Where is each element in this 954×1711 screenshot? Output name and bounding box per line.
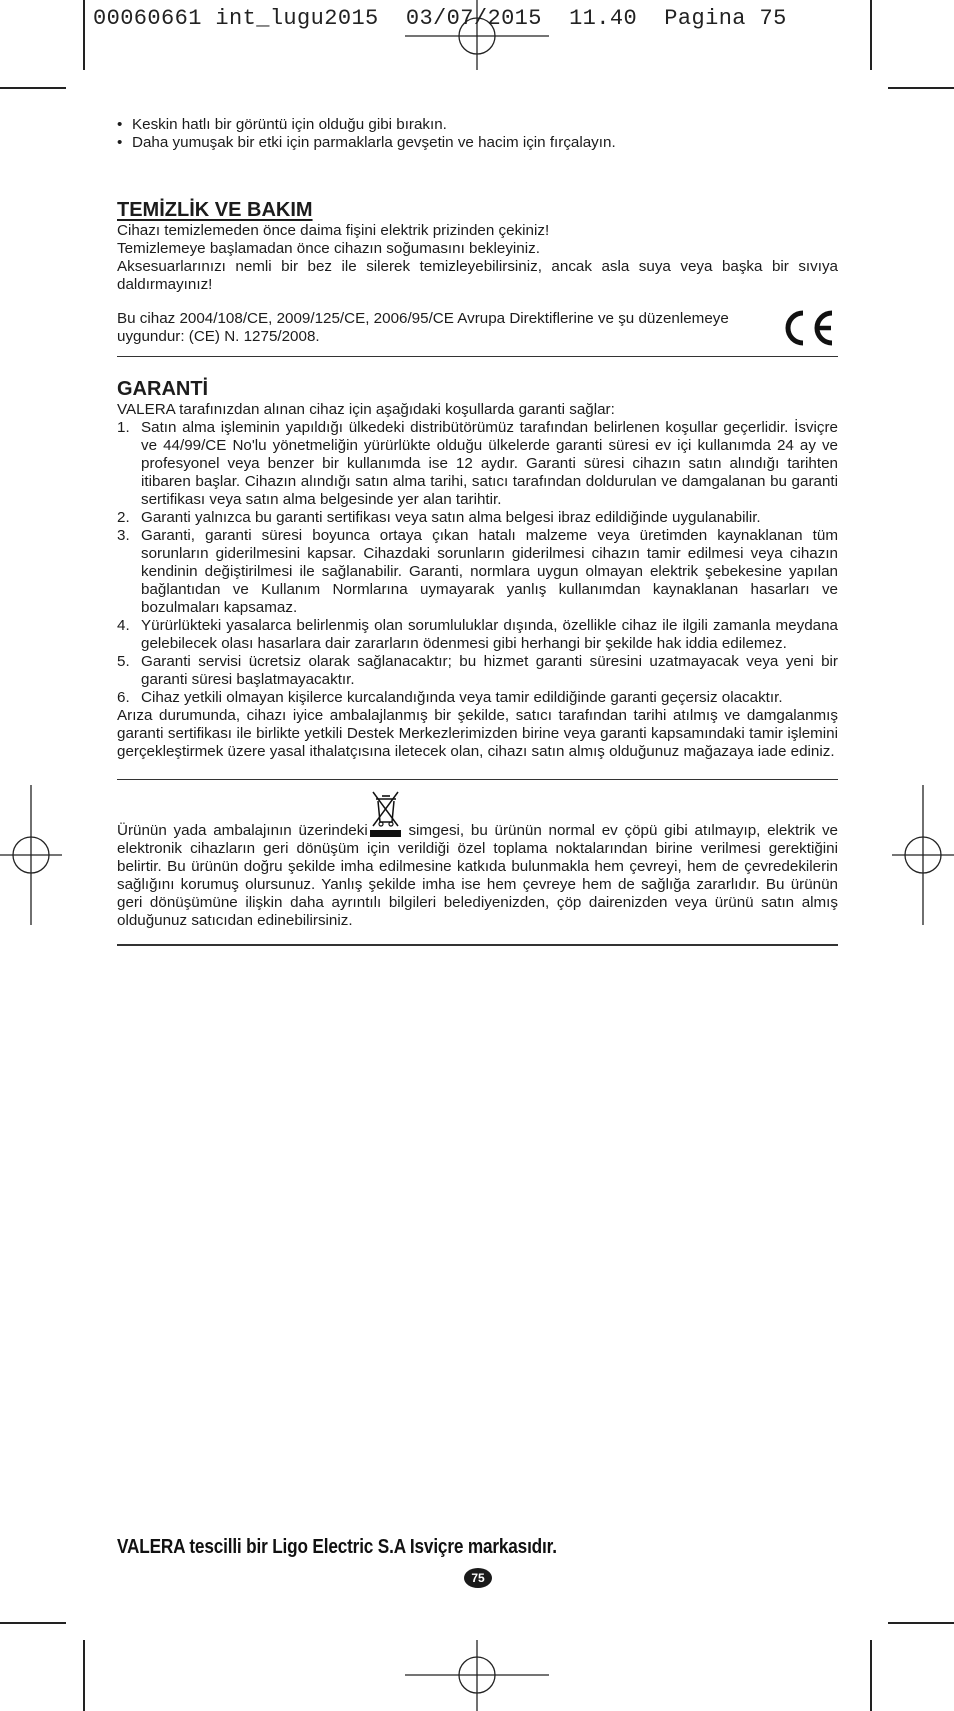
registration-mark-icon	[405, 1640, 549, 1711]
warranty-heading: GARANTİ	[117, 378, 209, 400]
warranty-intro: VALERA tarafınızdan alınan cihaz için aşağıdaki koşullarda garanti sağlar:	[117, 401, 615, 418]
crop-mark	[83, 1640, 85, 1711]
registration-mark-icon	[892, 785, 954, 925]
list-item: 2. Garanti yalnızca bu garanti sertifikası veya satın alma belgesi ibraz edildiğinde uygulanabilir.	[117, 509, 761, 526]
section-divider	[117, 944, 838, 946]
list-item: 5. Garanti servisi ücretsiz olarak sağlanacaktır; bu hizmet garanti süresini uzatmayacak veya yeni bir garanti süresi başlatmayacaktır.	[117, 653, 838, 688]
ce-compliance	[117, 308, 838, 348]
warranty-terms-list	[117, 419, 838, 707]
cleaning-text: Temizlemeye başlamadan önce cihazın soğumasını bekleyiniz.	[117, 240, 540, 257]
registration-mark-icon	[0, 785, 62, 925]
crop-mark	[870, 0, 872, 70]
crop-mark	[888, 1622, 954, 1624]
brand-footer: VALERA tescilli bir Ligo Electric S.A Isviçre markasıdır.	[117, 1536, 557, 1558]
list-item: • Daha yumuşak bir etki için parmaklarla gevşetin ve hacim için fırçalayın.	[117, 134, 838, 152]
ce-compliance-text: Bu cihaz 2004/108/CE, 2009/125/CE, 2006/95/CE Avrupa Direktiflerine ve şu düzenlemeye uygundur: (CE) N. 1275/2008.	[117, 310, 729, 345]
styling-bullet-list	[117, 116, 838, 152]
list-item: • Keskin hatlı bir görüntü için olduğu gibi bırakın.	[117, 116, 838, 134]
registration-mark-icon	[405, 0, 549, 70]
manual-page-content	[117, 116, 838, 946]
list-item: 1. Satın alma işleminin yapıldığı ülkedeki distribütörümüz tarafından belirlenen koşullar geçerlidir. İsviçre ve 44/99/CE No'lu yönetmeliğin yürürlükte olduğu ülkelerde garanti süresi ev içi kullanımda 24 ay ve profesyonel veya benzer bir kullanımda ise 12 aydır. Garanti süresi cihazın satın alındığı tarihten itibaren başlar. Cihazın alındığı satın alma tarihi, satıcı tarafından doldurulan ve damgalanan bu garanti sertifikası veya satın alma belgesinde yer alan tarihtir.	[117, 419, 838, 508]
cleaning-text: Cihazı temizlemeden önce daima fişini elektrik prizinden çekiniz!	[117, 222, 550, 239]
crop-mark	[83, 0, 85, 70]
list-item: 6. Cihaz yetkili olmayan kişilerce kurcalandığında veya tamir edildiğinde garanti geçersiz olacaktır.	[117, 689, 783, 706]
print-slug: 00060661 int_lugu2015 03/07/2015 11.40 Pagina 75	[93, 6, 787, 31]
crop-mark	[870, 1640, 872, 1711]
weee-disposal-text: Ürünün yada ambalajının üzerindeki simgesi, bu ürünün normal ev çöpü gibi atılmayıp, elektrik ve elektronik cihazların geri dönüşüm için verildiği özel toplama noktalarından birine verilmesi gerektiğini belirtir. Bu ürünün doğru şekilde imha edilmesine katkıda bulunmakla hem çevreyi, hem de çevredekilerin sağlığını korumuş olursunuz. Yanlış şekilde imha ise hem çevreye hem de sağlığa zararlıdır. Bu ürünün geri dönüşümüne ilişkin daha ayrıntılı bilgileri belediyenizden, çöp dairenizden veya ürünü satın almış olduğunuz satıcıdan edinebilirsiniz.	[117, 820, 838, 930]
list-item: 3. Garanti, garanti süresi boyunca ortaya çıkan hatalı malzeme veya üretimden kaynaklanan tüm sorunların giderilmesini kapsar. Cihazdaki sorunların giderilmesi cihazın tamir edilmesi veya cihazın kendinin değiştirilmesi ile sağlanabilir. Garanti, normlara uygun olmayan elektrik şebekesine yapılan bağlantıdan ve Kullanım Normlarına uymayarak yanlış kullanımdan kaynaklanan hasarları ve bozulmaları kapsamaz.	[117, 527, 838, 616]
ce-mark-icon	[776, 308, 838, 348]
warranty-closing: Arıza durumunda, cihazı iyice ambalajlanmış bir şekilde, satıcı tarafından tarihi atılmış ve damgalanmış garanti sertifikası ile birlikte yetkili Destek Merkezlerimizden birine veya garanti kapsamındaki tamir işlemini gerçekleştirmek üzere yasal ithalatçısına iletecek olan, cihazı satın almış olduğunuz mağazaya iade ediniz.	[117, 707, 838, 760]
crossed-bin-icon	[368, 820, 402, 840]
list-item: 4. Yürürlükteki yasalarca belirlenmiş olan sorumluluklar dışında, özellikle cihaz ile ilgili zamanla meydana gelebilecek olası hasarlara dair zararların ödenmesi gibi herhangi bir şekilde hak iddia edilemez.	[117, 617, 838, 652]
page-number-badge: 75	[464, 1568, 492, 1588]
crop-mark	[0, 1622, 66, 1624]
cleaning-text: Aksesuarlarınızı nemli bir bez ile silerek temizleyebilirsiniz, ancak asla suya veya başka bir sıvıya daldırmayınız!	[117, 258, 838, 293]
crop-mark	[0, 87, 66, 89]
cleaning-heading: TEMİZLİK VE BAKIM	[117, 199, 313, 221]
crop-mark	[888, 87, 954, 89]
